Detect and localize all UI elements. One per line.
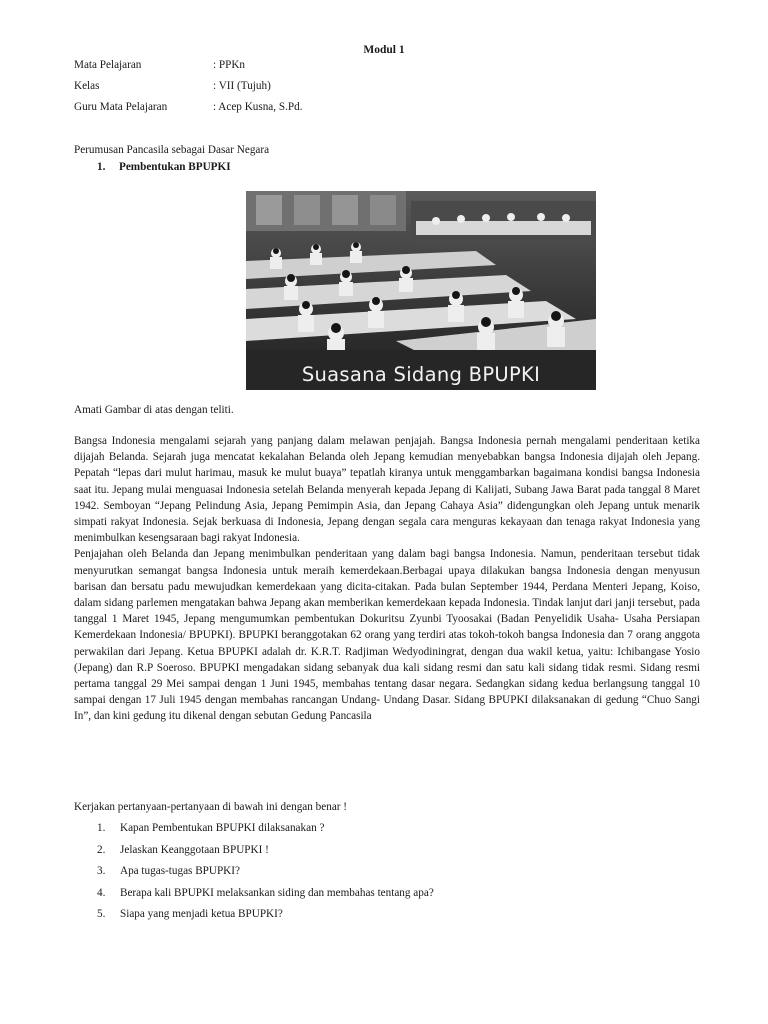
task-instruction: Kerjakan pertanyaan-pertanyaan di bawah ini dengan benar !	[74, 801, 348, 813]
meta-row-class	[74, 80, 303, 101]
question-text: Jelaskan Keanggotaan BPUPKI !	[120, 843, 269, 856]
question-number: 1.	[97, 822, 106, 834]
question-list	[97, 822, 434, 930]
question-item	[97, 908, 434, 930]
observe-instruction: Amati Gambar di atas dengan teliti.	[74, 404, 234, 416]
section-title: Pembentukan BPUPKI	[119, 161, 231, 173]
question-item	[97, 844, 434, 866]
section-heading	[97, 161, 231, 173]
question-number: 3.	[97, 865, 106, 877]
bpupki-session-photo	[246, 191, 596, 390]
photo-caption: Suasana Sidang BPUPKI	[301, 363, 541, 386]
meta-key: Kelas	[74, 80, 100, 92]
question-text: Berapa kali BPUPKI melaksankan siding dan membahas tentang apa?	[120, 886, 434, 899]
question-number: 4.	[97, 886, 106, 899]
question-number: 2.	[97, 843, 106, 856]
meta-value: : Acep Kusna, S.Pd.	[213, 101, 303, 113]
question-text: Apa tugas-tugas BPUPKI?	[120, 865, 240, 877]
paragraph: Penjajahan oleh Belanda dan Jepang menimbulkan penderitaan yang dalam bagi bangsa Indonesia. Namun, penderitaan tersebut tidak menyurutkan semangat bangsa Indonesia untuk meraih kemerdekaan.Berbagai upaya dilakukan bangsa Indonesia dengan menyusun barisan dan bersatu padu mewujudkan kemerdekaan yang dicita-citakan. Pada bulan September 1944, Perdana Menteri Jepang, Koiso, dalam sidang parlemen mengatakan bahwa Jepang akan memberikan kemerdekaan kepada Indonesia. Tindak lanjut dari janji tersebut, pada tanggal 1 Maret 1945, Jepang mengumumkan pembentukan Dokuritsu Zyunbi Tyoosakai (Badan Penyelidik Usaha- Usaha Persiapan Kemerdekaan Indonesia/ BPUPKI). BPUPKI beranggotakan 62 orang yang terdiri atas tokoh-tokoh bangsa Indonesia dan 7 orang anggota perwakilan dari Jepang. Ketua BPUPKI adalah dr. K.R.T. Radjiman Wedyodiningrat, dengan dua wakil ketua, yaitu: Ichibangase Yosio (Jepang) dan R.P Soeroso. BPUPKI mengadakan sidang sebanyak dua kali sidang resmi dan satu kali sidang tidak resmi. Sidang resmi pertama tanggal 29 Mei sampai dengan 1 Juni 1945, membahas tentang dasar negara. Sedangkan sidang kedua berlangsung tanggal 10 sampai dengan 17 Juli 1945 dengan membahas rancangan Undang- Undang Dasar. Sidang BPUPKI dilaksanakan di gedung “Chuo Sangi In”, dan kini gedung itu dikenal dengan sebutan Gedung Pancasila	[74, 548, 700, 723]
question-item	[97, 822, 434, 844]
question-item	[97, 887, 434, 909]
module-title: Modul 1	[363, 44, 405, 56]
meta-row-teacher	[74, 101, 303, 122]
question-text: Kapan Pembentukan BPUPKI dilaksanakan ?	[120, 822, 325, 834]
subject-title: Perumusan Pancasila sebagai Dasar Negara	[74, 144, 270, 156]
meta-key: Guru Mata Pelajaran	[74, 101, 168, 113]
paragraph: Bangsa Indonesia mengalami sejarah yang panjang dalam melawan penjajah. Bangsa Indonesia pernah mengalami penderitaan ketika dijajah Belanda. Sejarah juga mencatat kekalahan Belanda oleh Jepang kemudian menyebabkan bangsa Indonesia dijajah oleh Jepang. Pepatah “lepas dari mulut harimau, masuk ke mulut buaya” tepatlah kiranya untuk menggambarkan bagaimana kondisi bangsa Indonesia saat itu. Jepang mulai menguasai Indonesia setelah Belanda menyerah kepada Jepang di Kalijati, Subang Jawa Barat pada tanggal 8 Maret 1942. Semboyan “Jepang Pelindung Asia, Jepang Pemimpin Asia, dan Jepang Cahaya Asia” didengungkan oleh Jepang untuk menarik simpati rakyat Indonesia. Sejak berkuasa di Indonesia, Jepang dengan segala cara menguras kekayaan dan tenaga rakyat Indonesia yang menimbulkan kesengsaraan bagi rakyat Indonesia.	[74, 435, 700, 545]
meta-table	[74, 59, 303, 122]
question-number: 5.	[97, 908, 106, 920]
section-number: 1.	[97, 161, 106, 173]
body-text	[74, 433, 700, 725]
meta-value: : VII (Tujuh)	[213, 80, 271, 92]
question-item	[97, 865, 434, 887]
meta-value: : PPKn	[213, 59, 246, 71]
meta-key: Mata Pelajaran	[74, 59, 142, 71]
meta-row-subject	[74, 59, 303, 80]
question-text: Siapa yang menjadi ketua BPUPKI?	[120, 908, 283, 920]
